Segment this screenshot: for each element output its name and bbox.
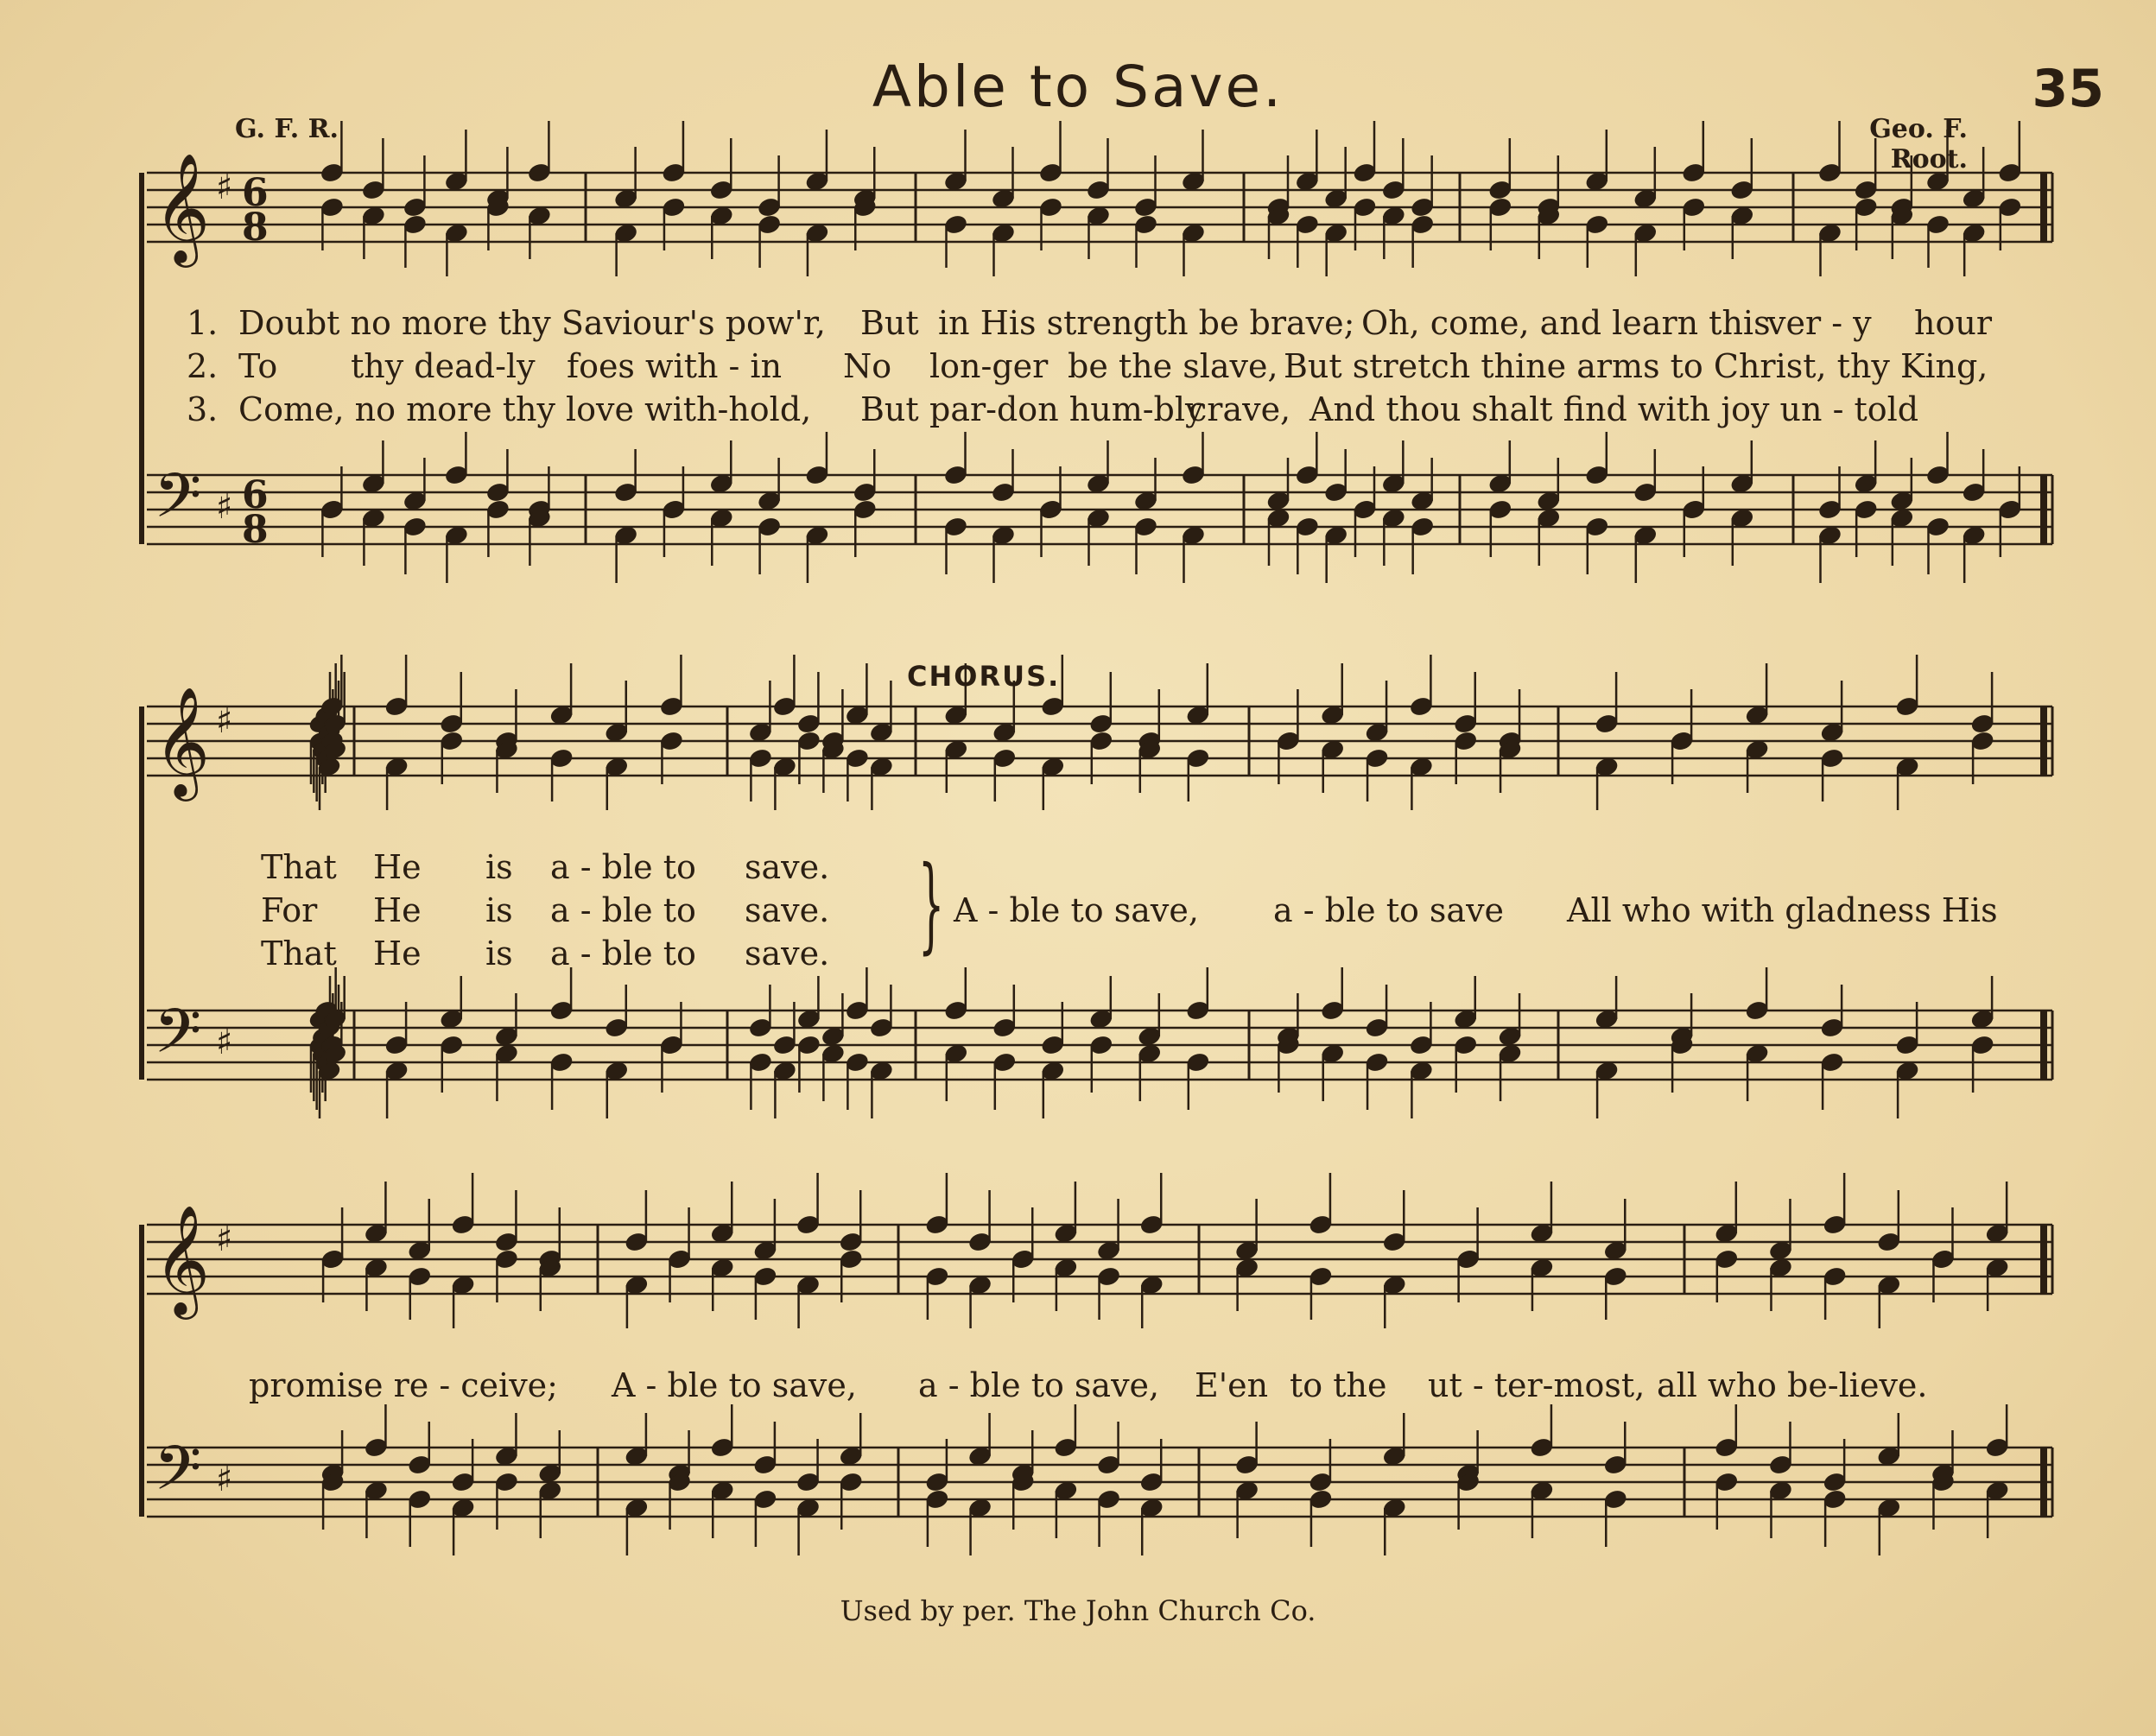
brace-symbol: } bbox=[917, 845, 945, 965]
time-signature-bottom: 8 bbox=[242, 508, 269, 552]
bass-clef: 𝄢 bbox=[154, 460, 202, 547]
verse-1-lyrics: 1. Doubt no more thy Saviour's pow'r, But in His strength be brave; Oh, come, and learn thisver - y hour bbox=[187, 304, 1992, 342]
treble-clef: 𝄞 bbox=[154, 152, 211, 263]
time-signature-bottom: 8 bbox=[242, 206, 269, 250]
time-signature-top: 6 bbox=[242, 171, 269, 215]
hymn-title: Able to Save. bbox=[872, 54, 1284, 120]
bass-clef: 𝄢 bbox=[154, 1433, 202, 1519]
verse-number: 2. bbox=[187, 347, 219, 385]
verse-number: 1. bbox=[187, 304, 219, 342]
key-signature-sharp: ♯ bbox=[216, 168, 233, 207]
verse-3-lyrics: 3. Come, no more thy love with-hold, But par-don hum-blycrave, And thou shalt find with joy un - told bbox=[187, 390, 1919, 428]
key-signature-sharp: ♯ bbox=[216, 701, 233, 741]
treble-clef: 𝄞 bbox=[154, 1204, 211, 1315]
verse-number: 3. bbox=[187, 390, 219, 428]
key-signature-sharp: ♯ bbox=[216, 1023, 233, 1062]
chorus-ending-2: For He is a - ble to save. bbox=[261, 891, 830, 929]
chorus-label: CHORUS. bbox=[907, 660, 1061, 693]
chorus-line-1: A - ble to save, a - ble to save All who with gladness His bbox=[954, 891, 1998, 929]
chorus-ending-3: That He is a - ble to save. bbox=[261, 935, 830, 973]
key-signature-sharp: ♯ bbox=[216, 487, 233, 527]
treble-clef: 𝄞 bbox=[154, 686, 211, 796]
composer-credit: Geo. F. Root. bbox=[1869, 114, 1968, 174]
page-number: 35 bbox=[2032, 59, 2104, 119]
time-signature-top: 6 bbox=[242, 473, 269, 517]
verse-2-lyrics: 2. To thy dead-ly foes with - in No lon-ger be the slave, But stretch thine arms to Christ, thy King, bbox=[187, 347, 1988, 385]
key-signature-sharp: ♯ bbox=[216, 1220, 233, 1259]
chorus-ending-1: That He is a - ble to save. bbox=[261, 848, 830, 886]
lyricist-credit: G. F. R. bbox=[235, 114, 339, 144]
key-signature-sharp: ♯ bbox=[216, 1460, 233, 1499]
chorus-line-2: promise re - ceive; A - ble to save, a - ble to save, E'en to the ut - ter-most, all who be-lieve. bbox=[249, 1366, 1928, 1404]
permission-notice: Used by per. The John Church Co. bbox=[840, 1594, 1316, 1627]
bass-clef: 𝄢 bbox=[154, 996, 202, 1082]
